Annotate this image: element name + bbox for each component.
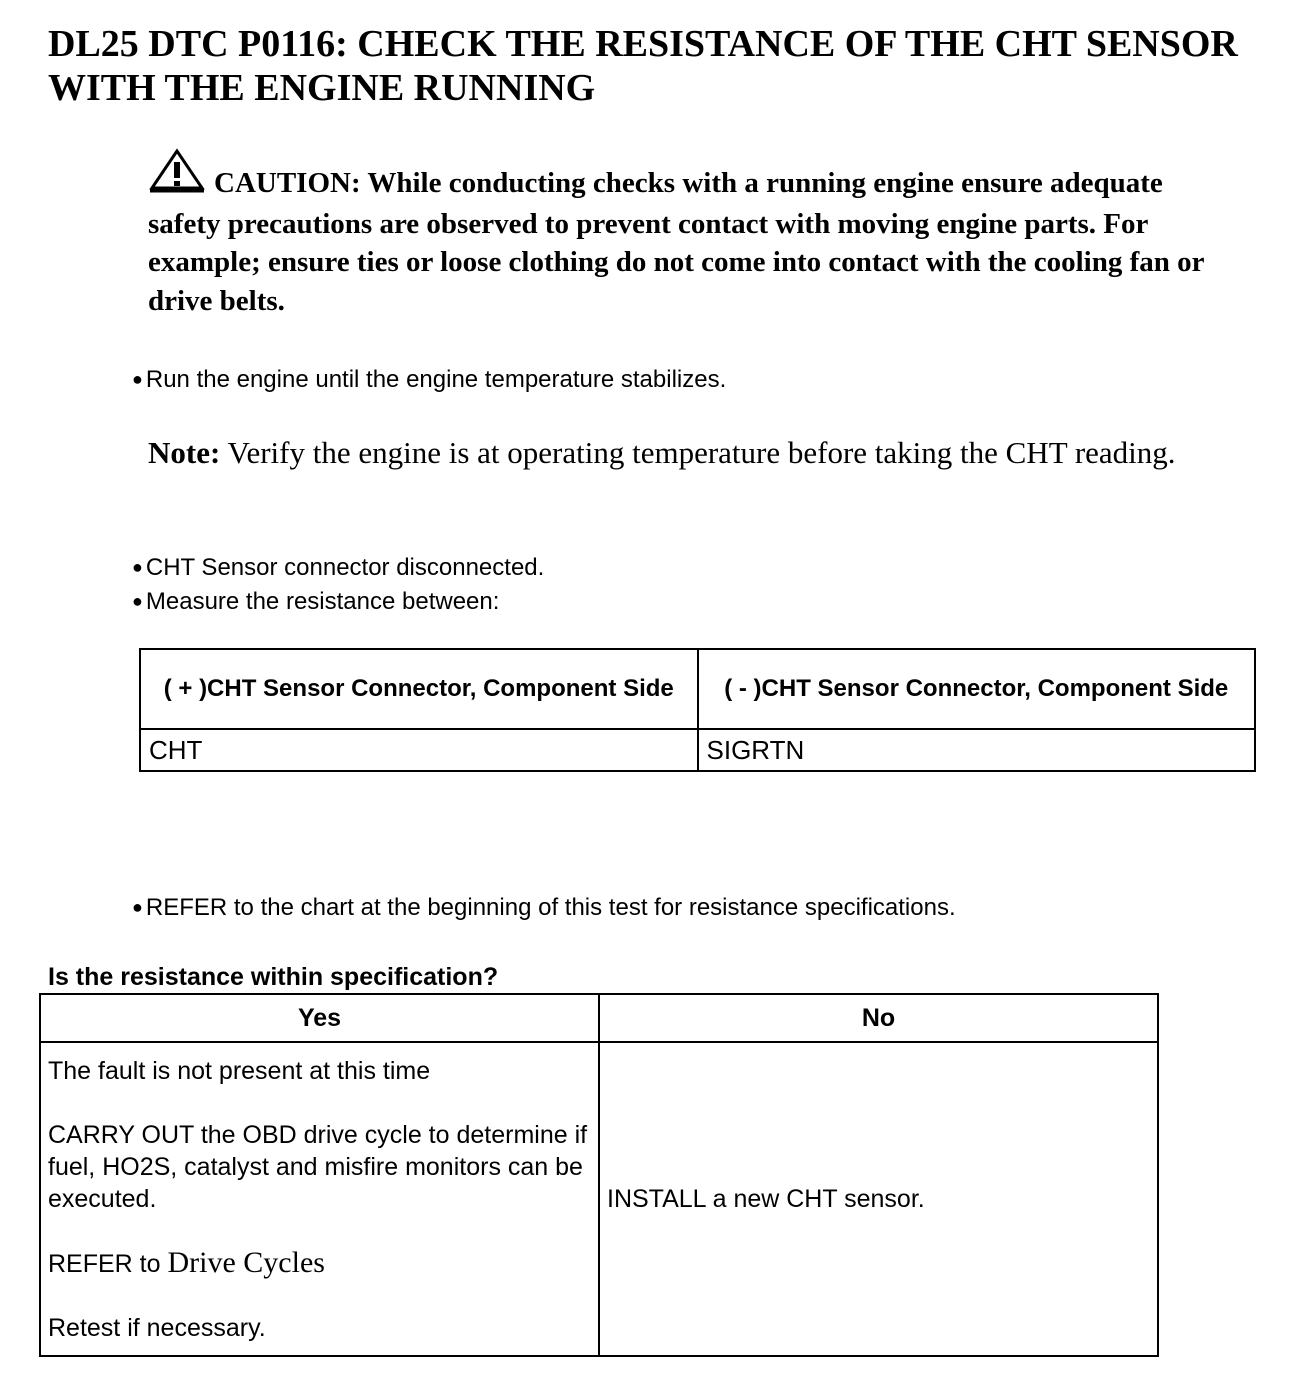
carry-out-text: CARRY OUT the OBD drive cycle to determine if fuel, HO2S, catalyst and misfire monitors can be executed. [48, 1120, 588, 1213]
note-text: Verify the engine is at operating temperature before taking the CHT reading. [227, 435, 1176, 470]
note-label: Note: [148, 435, 221, 470]
bullet-measure: ● Measure the resistance between: [132, 588, 500, 615]
caution-text: CAUTION: While conducting checks with a running engine ensure adequate safety precautions are observed to prevent contact with moving engine parts. For example; ensure ties or loose clothing do not come into contact with the cooling fan or drive belts. [148, 167, 1204, 317]
yes-cell [40, 1042, 599, 1356]
negative-pin-cell: SIGRTN [698, 729, 1256, 771]
yes-header: Yes [40, 994, 599, 1042]
no-cell: INSTALL a new CHT sensor. [599, 1042, 1158, 1356]
fault-not-present-text: The fault is not present at this time [48, 1056, 431, 1085]
bullet-refer-chart: ● REFER to the chart at the beginning of this test for resistance specifications. [132, 894, 956, 921]
answer-row [40, 1042, 1158, 1356]
note [148, 434, 1198, 472]
positive-pin-cell: CHT [140, 729, 698, 771]
refer-line [48, 1247, 591, 1280]
page-title: DL25 DTC P0116: CHECK THE RESISTANCE OF THE CHT SENSOR WITH THE ENGINE RUNNING [48, 23, 1238, 109]
positive-connector-header: ( + )CHT Sensor Connector, Component Side [140, 649, 698, 729]
negative-connector-header: ( - )CHT Sensor Connector, Component Side [698, 649, 1256, 729]
question-heading: Is the resistance within specification? [48, 963, 499, 991]
bullet-run-engine: ● Run the engine until the engine temperature stabilizes. [132, 366, 727, 393]
caution-block [148, 148, 1228, 320]
retest-text: Retest if necessary. [48, 1313, 266, 1342]
answer-table [39, 993, 1159, 1357]
table-row [140, 729, 1255, 771]
drive-cycles-link[interactable]: Drive Cycles [167, 1245, 325, 1279]
refer-text: REFER to [48, 1249, 161, 1278]
table-header-row [140, 649, 1255, 729]
connector-table [139, 648, 1256, 772]
answer-header-row [40, 994, 1158, 1042]
bullet-disconnected: ● CHT Sensor connector disconnected. [132, 554, 545, 581]
warning-triangle-icon [148, 148, 206, 205]
no-header: No [599, 994, 1158, 1042]
